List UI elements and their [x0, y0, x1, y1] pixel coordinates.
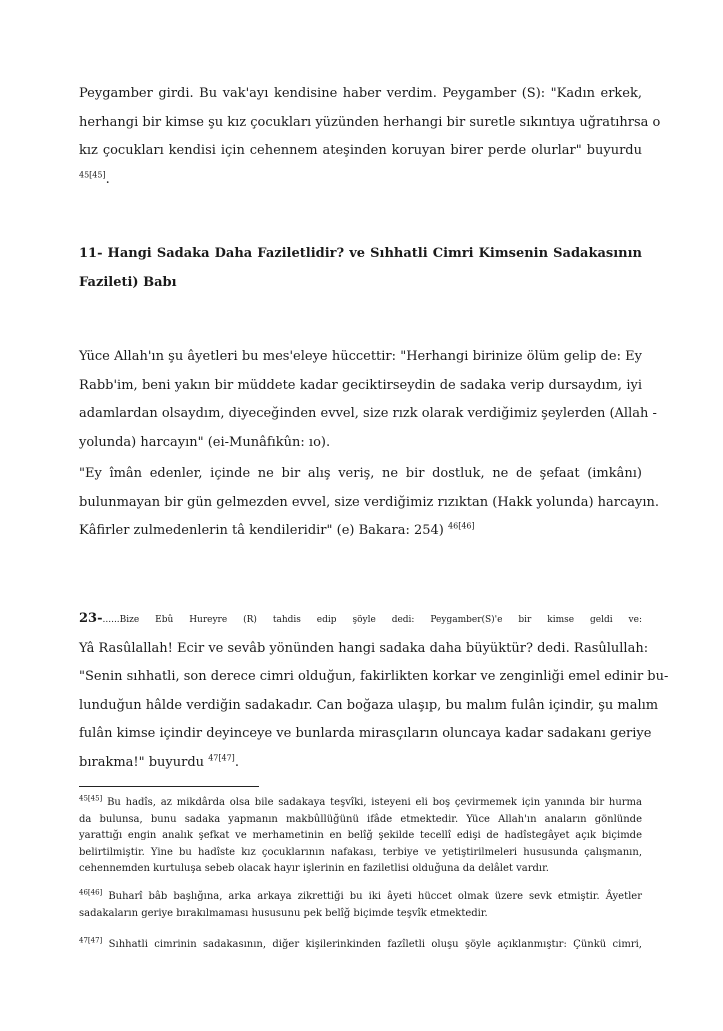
paragraph-4 — [79, 605, 669, 777]
text-line: kız çocukları kendisi için cehennem ateşinden koruyan birer perde olurlar" buyurdu — [79, 143, 642, 158]
footnote-46 — [79, 889, 642, 922]
footnote-line: yarattığı engin analık şefkat ve merhametinin en belîğ şekilde tecellî edişi de hadîstegâyet açık biçimde — [79, 830, 642, 841]
paragraph-2 — [79, 343, 657, 457]
text-line: Yüce Allah'ın şu âyetleri bu mes'eleye hüccettir: "Herhangi birinize ölüm gelip de: Ey — [79, 349, 642, 364]
footnote-45 — [79, 795, 642, 878]
footnote-line: belirtilmiştir. Yine bu hadîste kız çocuklarının nafakası, terbiye ve yetiştirilmeleri hususunda çalışmanın, — [79, 846, 642, 858]
paragraph-3 — [79, 460, 660, 546]
text-line: $^{45[45]}$. — [79, 170, 110, 187]
text-line: yolunda) harcayın" (ei-Munâfıkûn: ıo). — [79, 434, 331, 450]
text-line: Peygamber girdi. Bu vak'ayı kendisine haber verdim. Peygamber (S): "Kadın erkek, — [79, 86, 642, 101]
footnote-mark: 46[46] — [79, 888, 103, 897]
section-heading — [79, 240, 642, 297]
footnote-line: da bulunsa, bunu sadaka yapmanın makbûllüğünü ifâde etmektedir. Yüce Allah'ın anaların gönlünde — [79, 813, 642, 825]
footnote-line: sadakaların geriye bırakılmaması hususunu pek belîğ biçimde teşvîk etmektedir. — [79, 907, 488, 919]
text-line: lunduğun hâlde verdiğin sadakadır. Can boğaza ulaşıp, bu malım fulân içindir, şu malım — [79, 697, 659, 713]
footnote-ref[interactable]: 46[46] — [448, 521, 475, 531]
footnote-divider — [79, 786, 259, 787]
text-line: bulunmayan bir gün gelmezden evvel, size verdiğimiz rızıktan (Hakk yolunda) harcayın. — [79, 494, 660, 510]
text-line: Kâfirler zulmedenlerin tâ kendileridir" (e) Bakara: 254) $^{46[46]}$ — [79, 521, 475, 538]
footnote-mark: 47[47] — [79, 936, 103, 945]
footnote-47 — [79, 937, 642, 954]
footnote-line: $^{46[46]}$ Buharî bâb başlığına, arka arkaya zikrettiği bu iki âyeti hüccet olmak üzere sevk etmiştir. Âyetler — [79, 888, 643, 902]
footnote-ref[interactable]: 45[45] — [79, 170, 106, 180]
hadith-number: 23- — [79, 611, 103, 626]
footnote-mark: 45[45] — [79, 794, 103, 803]
heading-line: 11- Hangi Sadaka Daha Faziletlidir? ve Sıhhatli Cimri Kimsenin Sadakasının — [79, 246, 642, 261]
text-line: herhangi bir kimse şu kız çocukları yüzünden herhangi bir suretle sıkıntıya uğratıhrsa o — [79, 114, 661, 130]
footnote-ref[interactable]: 47[47] — [208, 753, 235, 763]
text-line: 23-......Bize Ebû Hureyre (R) tahdis edip şöyle dedi: Peygamber(S)'e bir kimse geldi ve: — [79, 611, 642, 626]
text-line: bırakma!" buyurdu $^{47[47]}$. — [79, 753, 239, 770]
footnote-line: $^{45[45]}$ Bu hadîs, az mikdârda olsa bile sadakaya teşvîki, isteyeni eli boş çevirmemek için yanında bir hurma — [79, 794, 642, 808]
text-line: Yâ Rasûlallah! Ecir ve sevâb yönünden hangi sadaka daha büyüktür? dedi. Rasûlullah: — [79, 640, 649, 656]
heading-line: Fazileti) Babı — [79, 274, 177, 290]
footnote-line: cehennemden kurtuluşa sebeb olacak hayır işlerinin en faziletlisi olduğuna da delâlet vardır. — [79, 863, 549, 874]
text-line: adamlardan olsaydım, diyeceğinden evvel, size rızk olarak verdiğimiz şeylerden (Allah - — [79, 406, 657, 421]
text-line: Rabb'im, beni yakın bir müddete kadar geciktirseydin de sadaka verip dursaydım, iyi — [79, 377, 642, 393]
text-line: fulân kimse içindir deyinceye ve bunlarda mirasçıların oluncaya kadar sadakanı geriye — [79, 726, 652, 741]
text-line: "Ey îmân edenler, içinde ne bir alış veriş, ne bir dostluk, ne de şefaat (imkânı) — [79, 466, 642, 481]
text-line: "Senin sıhhatli, son derece cimri olduğun, fakirlikten korkar ve zenginliği emel edinir bu- — [79, 669, 669, 684]
footnote-line: $^{47[47]}$ Sıhhatli cimrinin sadakasının, diğer kişilerinkinden fazîletli oluşu şöyle açıklanmıştır: Çünkü cimri, — [79, 936, 642, 950]
paragraph-1 — [79, 80, 661, 194]
